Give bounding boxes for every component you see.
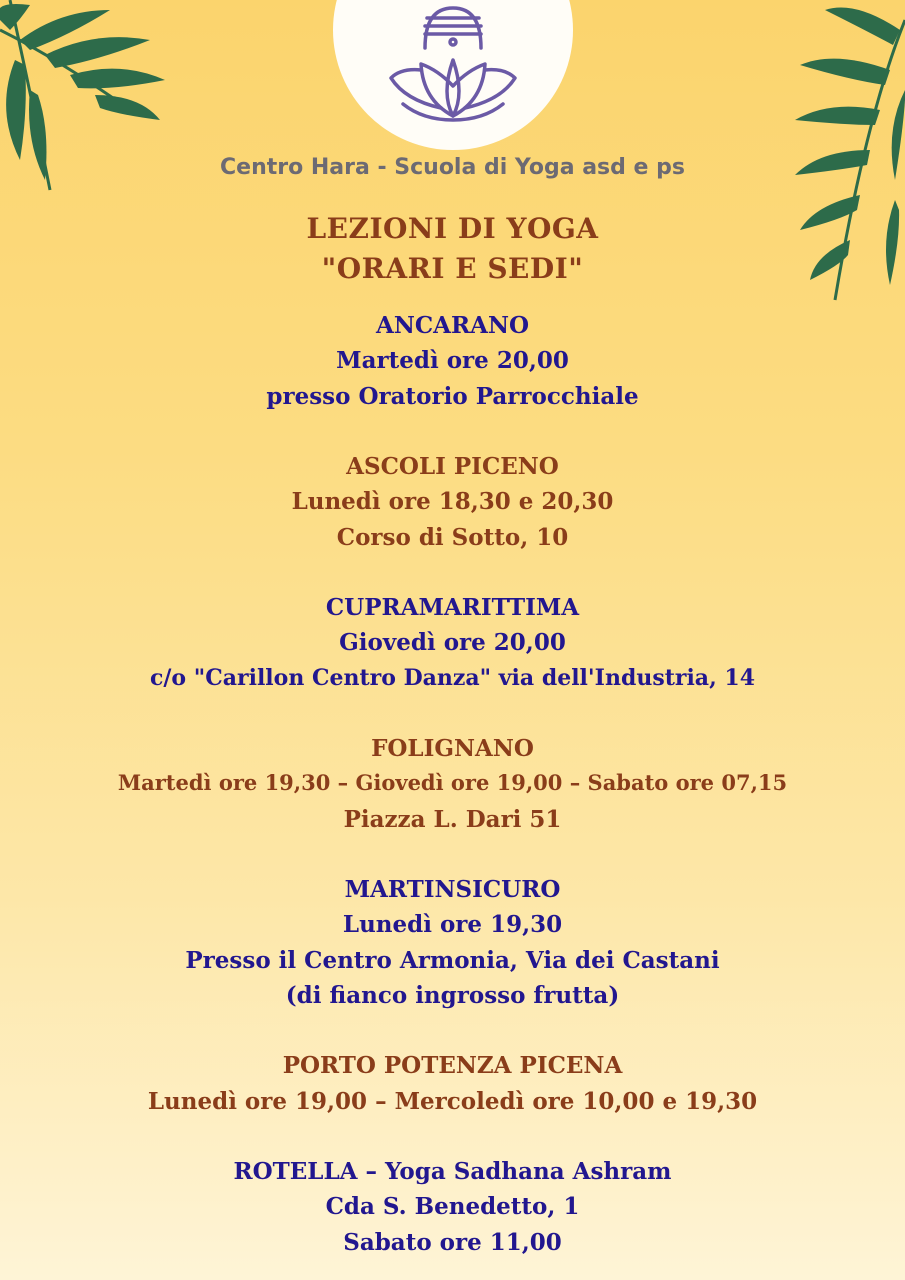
brand-name: Centro Hara - Scuola di Yoga asd e ps [220,155,685,180]
location-schedule: Martedì ore 20,00 [336,347,569,374]
location-name: ASCOLI PICENO [346,453,559,480]
location-schedule: Lunedì ore 19,00 – Mercoledì ore 10,00 e 19,30 [147,1088,758,1115]
location-schedule: Giovedì ore 20,00 [339,629,566,656]
location-name: MARTINSICURO [344,876,561,903]
location-name: ROTELLA – Yoga Sadhana Ashram [233,1158,672,1185]
location-address: Presso il Centro Armonia, Via dei Castani [185,947,720,974]
page-subtitle: "ORARI E SEDI" [321,252,584,285]
location-name: ANCARANO [375,312,530,339]
location-name: CUPRAMARITTIMA [325,594,580,621]
lotus-logo-icon [383,4,523,128]
location-address: Corso di Sotto, 10 [336,524,569,551]
location-schedule: Sabato ore 11,00 [343,1229,562,1256]
location-name: FOLIGNANO [371,735,534,762]
page-title: LEZIONI DI YOGA [306,212,599,245]
location-note: (di fianco ingrosso frutta) [285,982,620,1009]
location-schedule: Lunedì ore 18,30 e 20,30 [291,488,614,515]
location-name: PORTO POTENZA PICENA [282,1052,623,1079]
location-address: presso Oratorio Parrocchiale [266,383,639,410]
location-address: Cda S. Benedetto, 1 [325,1193,580,1220]
location-schedule: Martedì ore 19,30 – Giovedì ore 19,00 – Sabato ore 07,15 [117,770,788,795]
location-address: c/o "Carillon Centro Danza" via dell'Industria, 14 [150,665,755,691]
location-schedule: Lunedì ore 19,30 [342,911,563,938]
location-address: Piazza L. Dari 51 [343,806,562,833]
